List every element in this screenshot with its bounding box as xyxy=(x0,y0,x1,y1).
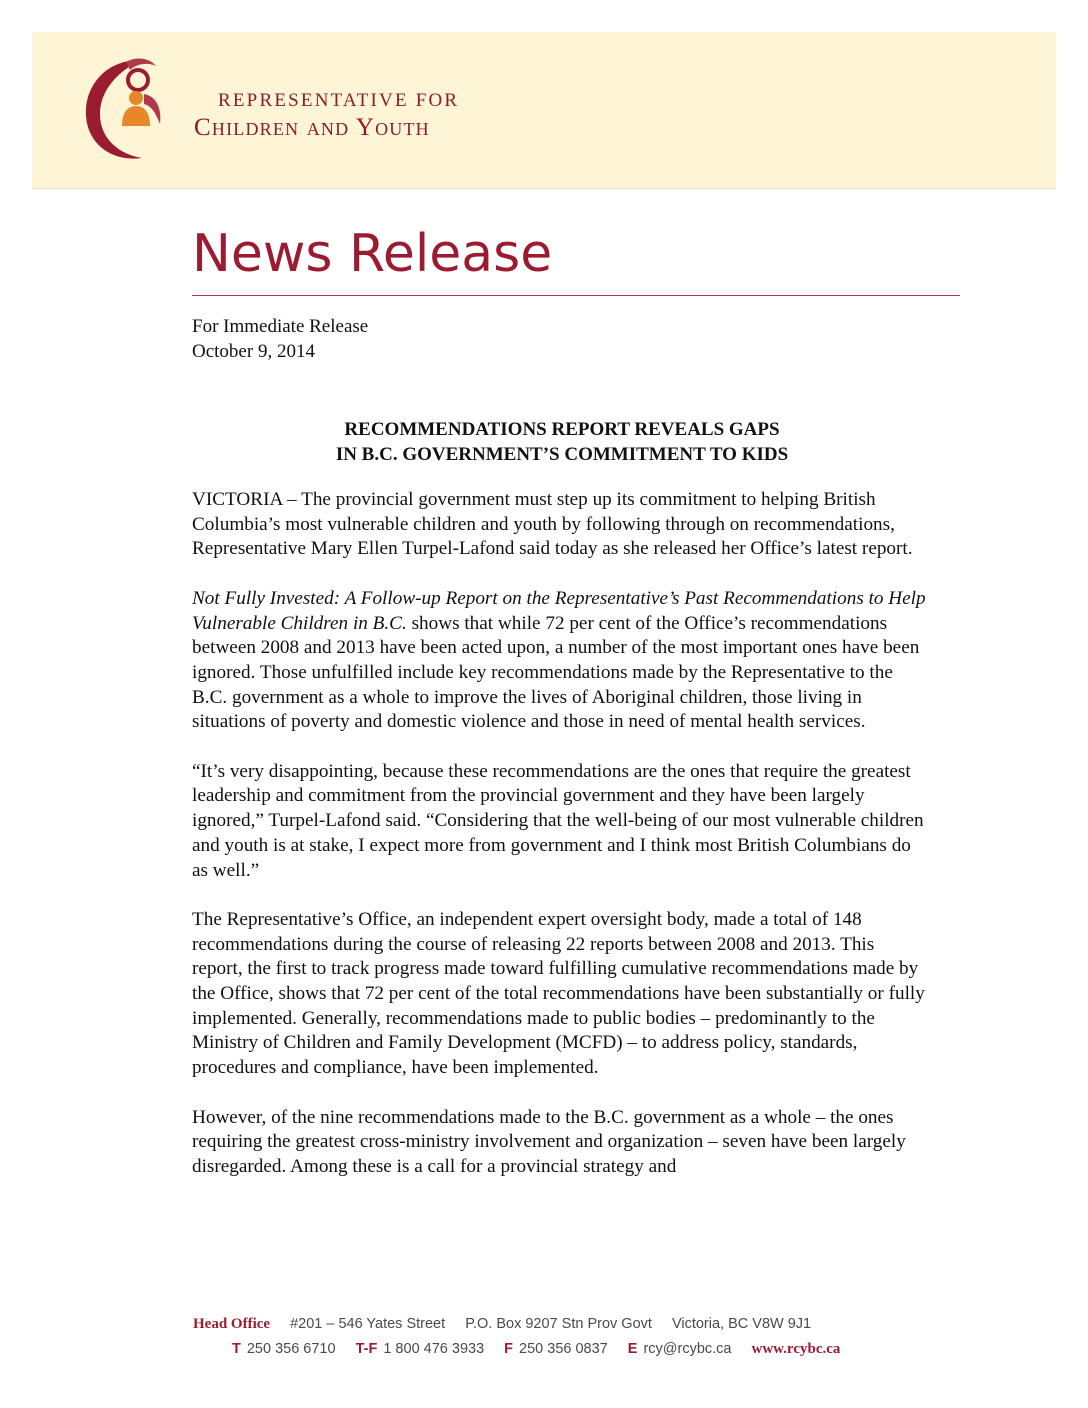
footer-head-office-label: Head Office xyxy=(193,1316,271,1332)
footer-tollfree-label: T-F xyxy=(355,1341,378,1357)
mother-child-logo-icon xyxy=(82,54,178,164)
release-date: October 9, 2014 xyxy=(192,341,315,362)
footer-fax-label: F xyxy=(504,1341,514,1357)
header-banner xyxy=(32,32,1056,189)
report-title-italic: Not Fully Invested: A Follow-up Report on the Representative’s Past Recommendations to Help Vulnerable Children in B.C. xyxy=(192,587,926,634)
release-meta xyxy=(192,314,368,364)
footer-email-label: E xyxy=(627,1341,638,1357)
paragraph-5: However, of the nine recommendations made to the B.C. government as a whole – the ones requiring the greatest cross-ministry involvement and organization – seven have been largely disregarded. Among these is a call for a provincial strategy and xyxy=(192,1106,906,1177)
org-name-line1: REPRESENTATIVE FOR xyxy=(218,90,460,111)
footer-po-box: P.O. Box 9207 Stn Prov Govt xyxy=(465,1316,652,1332)
paragraph-2-rest: shows that while 72 per cent of the Office’s recommendations between 2008 and 2013 have been acted upon, a number of the most important ones have been ignored. Those unfulfilled include key recommendations made by the Representative to the B.C. government as a whole to improve the lives of Aboriginal children, those living in situations of poverty and domestic violence and those in need of mental health services. xyxy=(192,612,920,733)
footer-phone-label: T xyxy=(232,1341,241,1357)
org-name-line2: Children and Youth xyxy=(194,114,430,141)
paragraph-4: The Representative’s Office, an independent expert oversight body, made a total of 148 recommendations during the course of releasing 22 reports between 2008 and 2013. This report, the first to track progress made toward fulfilling cumulative recommendations made by the Office, shows that 72 per cent of the total recommendations have been substantially or fully implemented. Generally, recommendations made to public bodies – predominantly to the Ministry of Children and Family Development (MCFD) – to address policy, standards, procedures and compliance, have been implemented. xyxy=(192,908,925,1079)
paragraph-1: VICTORIA – The provincial government must step up its commitment to helping British Columbia’s most vulnerable children and youth by following through on recommendations, Representative Mary Ellen Turpel-Lafond said today as she released her Office’s latest report. xyxy=(192,489,913,560)
footer-email-link[interactable]: rcy@rcybc.ca xyxy=(643,1341,732,1357)
footer-city: Victoria, BC V8W 9J1 xyxy=(671,1316,812,1332)
title-divider xyxy=(192,295,960,296)
body-text xyxy=(192,488,926,1204)
footer-fax: 250 356 0837 xyxy=(519,1341,608,1357)
footer-contact-row xyxy=(232,1341,840,1358)
footer-phone: 250 356 6710 xyxy=(246,1341,336,1357)
page-title: News Release xyxy=(192,224,553,284)
release-type: For Immediate Release xyxy=(192,316,369,337)
footer-tollfree: 1 800 476 3933 xyxy=(383,1341,485,1357)
footer-street: #201 – 546 Yates Street xyxy=(290,1316,446,1332)
headline xyxy=(192,417,932,467)
paragraph-2 xyxy=(192,587,926,735)
headline-line2: IN B.C. GOVERNMENT’S COMMITMENT TO KIDS xyxy=(335,444,789,465)
footer-website-link[interactable]: www.rcybc.ca xyxy=(751,1341,841,1357)
headline-line1: RECOMMENDATIONS REPORT REVEALS GAPS xyxy=(344,419,780,440)
footer-address-row xyxy=(193,1316,811,1333)
paragraph-3: “It’s very disappointing, because these recommendations are the ones that require the greatest leadership and commitment from the provincial government and they have been largely ignored,” Turpel-Lafond said. “Considering that the well-being of our most vulnerable children and youth is at stake, I expect more from government and I think most British Columbians do as well.” xyxy=(192,760,924,881)
